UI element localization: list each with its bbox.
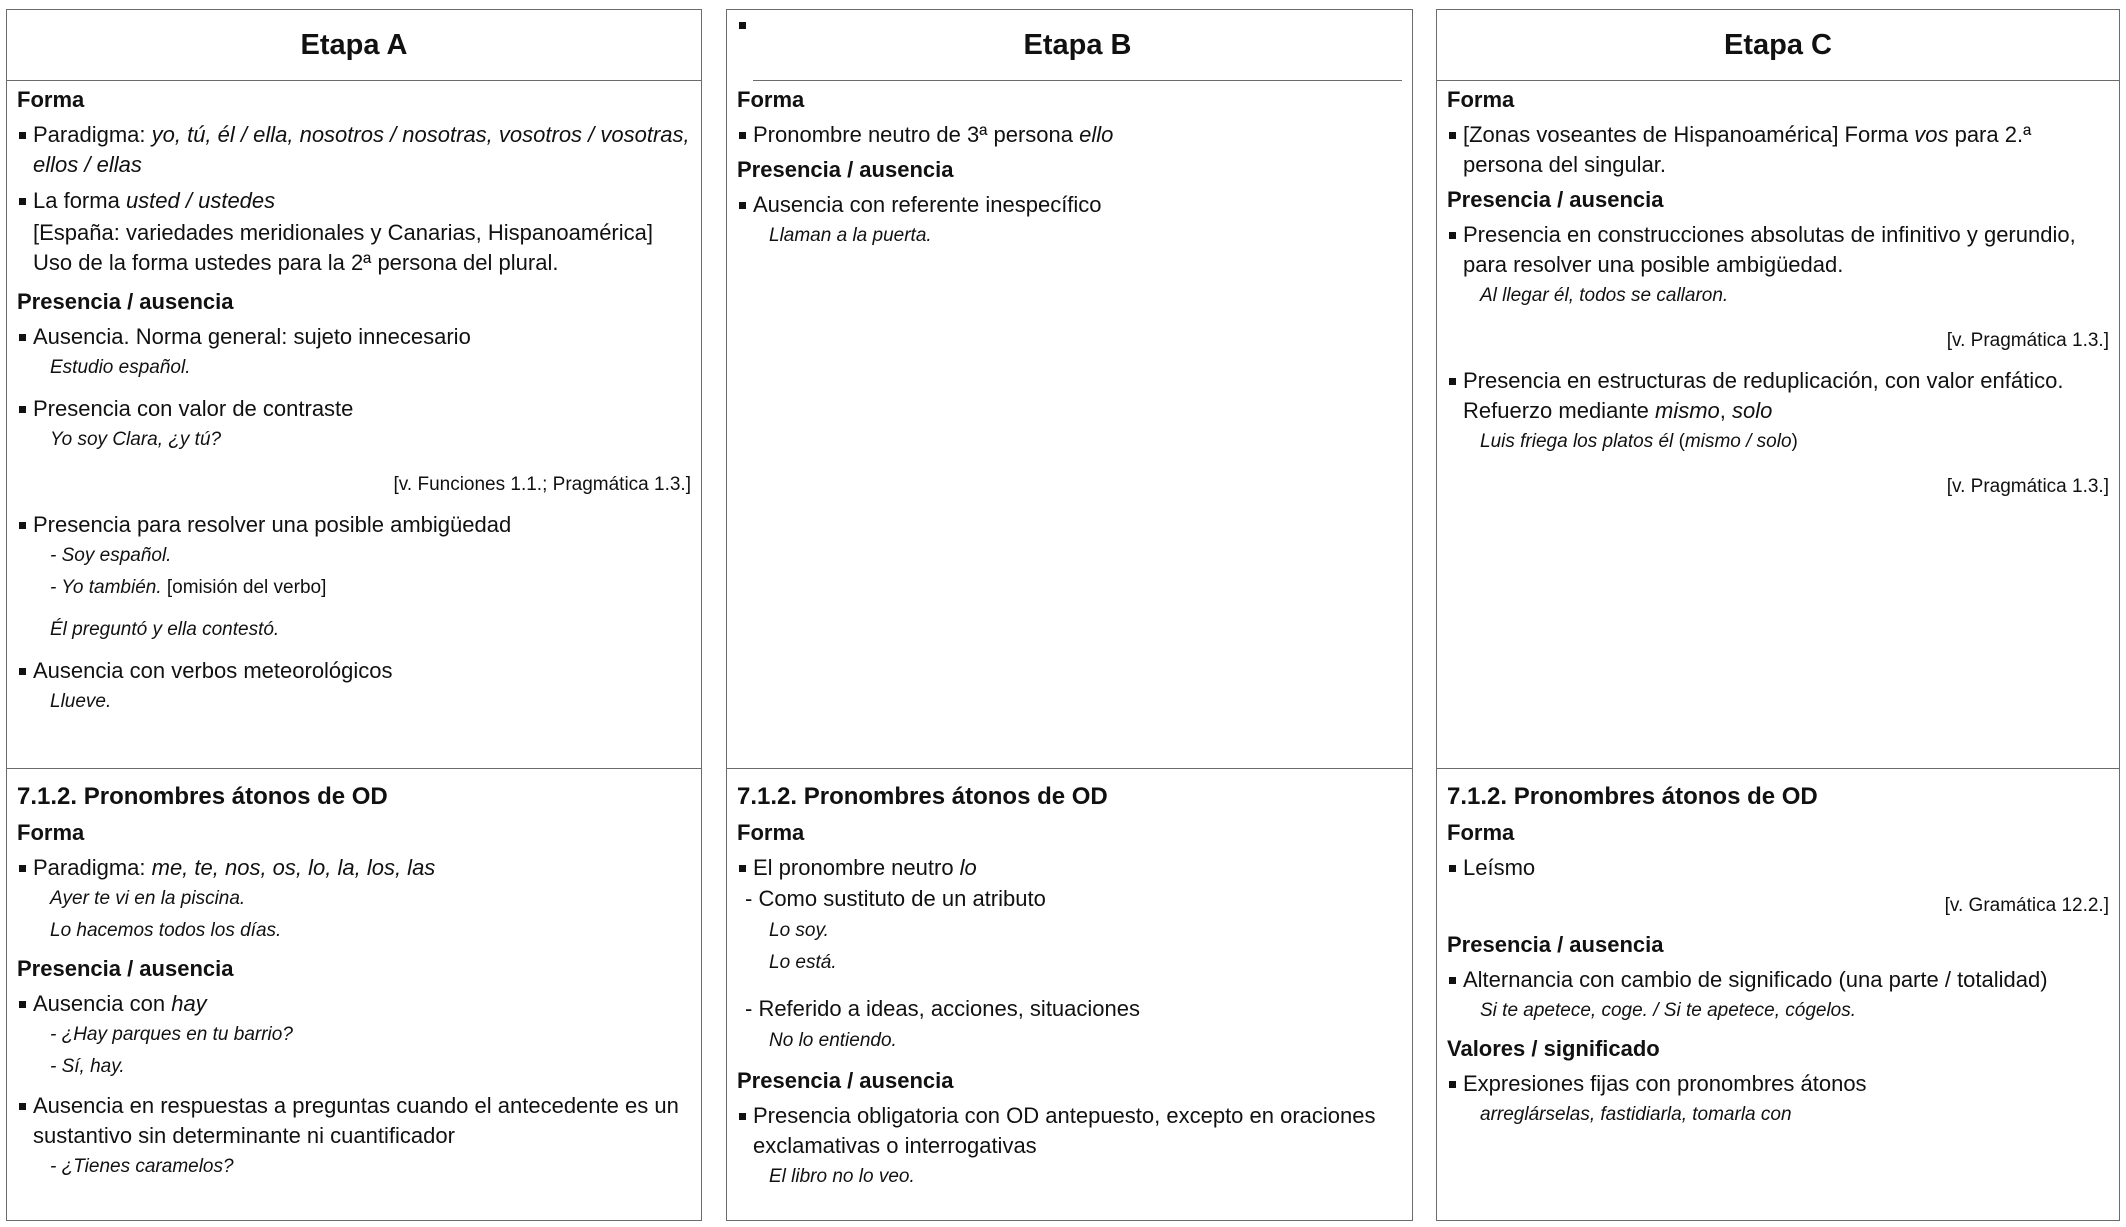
subsection-title: 7.1.2. Pronombres átonos de OD xyxy=(1447,783,1818,810)
bullet-usted: La forma usted / ustedes xyxy=(7,186,701,216)
example: - Soy español. xyxy=(50,545,172,566)
bullet-alternancia: Alternancia con cambio de significado (una parte / totalidad) xyxy=(1437,965,2119,995)
bullet-ambiguedad: Presencia para resolver una posible ambigüedad xyxy=(7,510,701,540)
example: No lo entiendo. xyxy=(769,1030,897,1051)
section-heading-presencia: Presencia / ausencia xyxy=(1447,187,1664,212)
bullet-meteorologicos: Ausencia con verbos meteorológicos xyxy=(7,656,701,686)
example: arreglárselas, fastidiarla, tomarla con xyxy=(1480,1104,1792,1125)
example: Llaman a la puerta. xyxy=(769,225,932,246)
section-divider xyxy=(727,768,1412,769)
cross-reference: [v. Gramática 12.2.] xyxy=(1944,895,2109,916)
example: Yo soy Clara, ¿y tú? xyxy=(50,429,222,450)
example: - Yo también. [omisión del verbo] xyxy=(50,577,327,598)
column-etapa-a xyxy=(6,9,702,1221)
example: Lo está. xyxy=(769,952,837,973)
section-heading-presencia: Presencia / ausencia xyxy=(737,1068,954,1093)
example: Ayer te vi en la piscina. xyxy=(50,888,246,909)
subsection-title: 7.1.2. Pronombres átonos de OD xyxy=(17,783,388,810)
bullet-lo-neutro: El pronombre neutro lo xyxy=(727,853,1412,883)
section-divider xyxy=(1437,768,2119,769)
example: El libro no lo veo. xyxy=(769,1166,915,1187)
example: - ¿Tienes caramelos? xyxy=(50,1156,234,1177)
section-divider xyxy=(7,768,701,769)
bullet-ello: Pronombre neutro de 3ª persona ello xyxy=(727,120,1412,150)
cross-reference: [v. Funciones 1.1.; Pragmática 1.3.] xyxy=(393,474,691,495)
bullet-construcciones-absolutas: Presencia en construcciones absolutas de infinitivo y gerundio, para resolver una posible ambigüedad. xyxy=(1437,220,2119,280)
section-heading-presencia: Presencia / ausencia xyxy=(1447,932,1664,957)
sub-item-atributo: - Como sustituto de un atributo xyxy=(745,886,1046,911)
example: - Sí, hay. xyxy=(50,1056,125,1077)
section-heading-forma: Forma xyxy=(737,820,805,845)
top-section xyxy=(7,86,701,718)
example: - ¿Hay parques en tu barrio? xyxy=(50,1024,293,1045)
section-heading-presencia: Presencia / ausencia xyxy=(737,157,954,182)
bullet-paradigma-od: Paradigma: me, te, nos, os, lo, la, los, las xyxy=(7,853,701,883)
bullet-vos: [Zonas voseantes de Hispanoamérica] Forma vos para 2.ª persona del singular. xyxy=(1437,120,2119,180)
cross-reference: [v. Pragmática 1.3.] xyxy=(1946,330,2109,351)
bottom-section xyxy=(1437,781,2119,1131)
column-title: Etapa C xyxy=(1437,10,2119,81)
example: Llueve. xyxy=(50,691,112,712)
sub-item-ideas: - Referido a ideas, acciones, situaciones xyxy=(745,996,1140,1021)
cross-reference: [v. Pragmática 1.3.] xyxy=(1946,476,2109,497)
example: Al llegar él, todos se callaron. xyxy=(1480,285,1729,306)
section-heading-forma: Forma xyxy=(1447,87,1515,112)
section-heading-valores: Valores / significado xyxy=(1447,1036,1660,1061)
example: Lo soy. xyxy=(769,920,829,941)
bullet-hay: Ausencia con hay xyxy=(7,989,701,1019)
bullet-reduplicacion: Presencia en estructuras de reduplicación, con valor enfático. Refuerzo mediante mismo, solo xyxy=(1437,366,2119,426)
bullet-expresiones-fijas: Expresiones fijas con pronombres átonos xyxy=(1437,1069,2119,1099)
bottom-section xyxy=(7,781,701,1183)
section-heading-presencia: Presencia / ausencia xyxy=(17,956,234,981)
column-title: Etapa A xyxy=(7,10,701,81)
example: Luis friega los platos él (mismo / solo) xyxy=(1480,431,1798,452)
section-heading-forma: Forma xyxy=(17,87,85,112)
subsection-title: 7.1.2. Pronombres átonos de OD xyxy=(737,783,1108,810)
example: Él preguntó y ella contestó. xyxy=(50,619,280,640)
note-ustedes: [España: variedades meridionales y Canarias, Hispanoamérica] Uso de la forma ustedes para la 2ª persona del plural. xyxy=(33,220,653,275)
bullet-contraste: Presencia con valor de contraste xyxy=(7,394,701,424)
bullet-paradigma: Paradigma: yo, tú, él / ella, nosotros / nosotras, vosotros / vosotras, ellos / ellas xyxy=(7,120,701,180)
section-heading-forma: Forma xyxy=(737,87,805,112)
top-section xyxy=(1437,86,2119,512)
top-section xyxy=(727,86,1412,252)
example: Estudio español. xyxy=(50,357,191,378)
column-etapa-b xyxy=(726,9,1413,1221)
column-title: Etapa B xyxy=(753,10,1402,81)
bullet-respuestas: Ausencia en respuestas a preguntas cuando el antecedente es un sustantivo sin determinante ni cuantificador xyxy=(7,1091,701,1151)
column-etapa-c xyxy=(1436,9,2120,1221)
section-heading-forma: Forma xyxy=(17,820,85,845)
example: Lo hacemos todos los días. xyxy=(50,920,282,941)
bullet-od-antepuesto: Presencia obligatoria con OD antepuesto, excepto en oraciones exclamativas o interrogativas xyxy=(727,1101,1412,1161)
bullet-inespecifico: Ausencia con referente inespecífico xyxy=(727,190,1412,220)
bottom-section xyxy=(727,781,1412,1193)
section-heading-forma: Forma xyxy=(1447,820,1515,845)
bullet-ausencia: Ausencia. Norma general: sujeto innecesario xyxy=(7,322,701,352)
example: Si te apetece, coge. / Si te apetece, cógelos. xyxy=(1480,1000,1857,1021)
section-heading-presencia: Presencia / ausencia xyxy=(17,289,234,314)
bullet-leismo: Leísmo xyxy=(1437,853,2119,883)
